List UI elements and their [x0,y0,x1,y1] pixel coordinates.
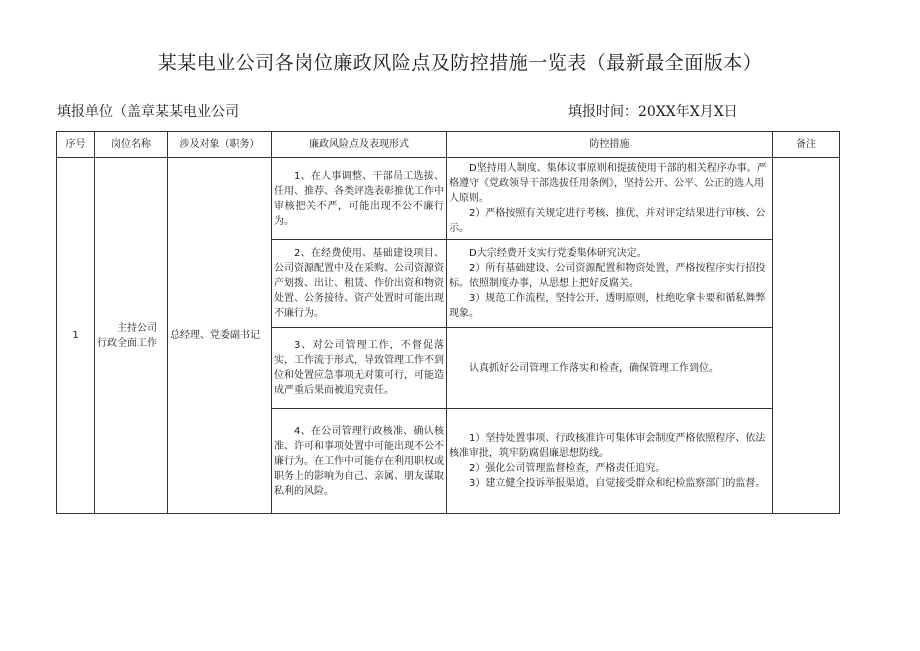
cell-object: 总经理、党委副书记 [168,158,272,514]
risk-text-4: 4、在公司管理行政核准、确认核准、许可和事项处置中可能出现不公不廉行为。在工作中可能存在利用职权或职务上的影响为自己、亲属、朋友谋取私利的风险。 [274,425,444,497]
header-object: 涉及对象（职务） [168,132,272,158]
measure-2-3: 3）规范工作流程，坚持公开、透明原则，杜绝吃拿卡要和循私舞弊现象。 [449,293,766,319]
header-measures: 防控措施 [447,132,773,158]
risk-text-2: 2、在经费使用、基础建设项目、公司资源配置中及在采购、公司资源资产划拨、出让、租赁、作价出资和物资处置、公务接待、资产处置时可能出现不廉行为。 [274,248,444,319]
risk-table [56,131,840,514]
measure-2-2: 2）所有基础建设、公司资源配置和物资处置，严格按程序实行招投标。依照制度办事，从思想上把好反腐关。 [449,263,766,289]
header-remark: 备注 [773,132,840,158]
cell-remark [773,158,840,514]
cell-position [95,158,168,514]
risk-cell-1 [272,158,447,240]
measure-1-2: 2）严格按照有关规定进行考核、推优，并对评定结果进行审核、公示。 [449,208,766,234]
cell-index: 1 [57,158,95,514]
risk-text-1: 1、在人事调整、干部员工选拔、任用、推荐、各类评选表彰推优工作中审核把关不严，可能出现不公不廉行为。 [274,170,444,227]
fill-unit-label: 填报单位（盖章某某电业公司 [57,104,239,120]
measures-cell-2 [447,240,773,328]
measures-cell-3 [447,328,773,409]
risk-cell-3 [272,328,447,409]
measure-4-2: 2）强化公司管理监督检查，严格责任追究。 [469,463,666,474]
header-index: 序号 [57,132,95,158]
risk-cell-2 [272,240,447,328]
page-title: 某某电业公司各岗位廉政风险点及防控措施一览表（最新最全面版本） [157,52,763,74]
header-position: 岗位名称 [95,132,168,158]
position-text: 主持公司行政全面工作 [97,322,157,349]
table-header-row [57,132,840,158]
risk-cell-4 [272,409,447,514]
measure-3-1: 认真抓好公司管理工作落实和检查，确保管理工作到位。 [469,362,719,374]
measure-4-1: 1）坚持处置事项、行政核准许可集体审会制度严格依照程序、依法核准审批，筑牢防腐倡廉思想防线。 [449,433,766,459]
risk-text-3: 3、对公司管理工作，不督促落实，工作流于形式，导致管理工作不到位和处置应急事项无对策可行，可能造成严重后果而被追究责任。 [274,340,444,396]
measures-cell-4 [447,409,773,514]
header-risk: 廉政风险点及表现形式 [272,132,447,158]
fill-date-label: 填报时间：20XX年X月X日 [568,104,738,120]
measure-4-3: 3）建立健全投诉举报渠道，自觉接受群众和纪检监察部门的监督。 [469,478,766,489]
measure-1-1: D坚持用人制度、集体议事原则和提拔使用干部的相关程序办事。严格遵守《党政领导干部选拔任用条例》，坚持公开、公平、公正的选人用人原则。 [449,163,767,204]
measures-cell-1 [447,158,773,240]
measure-2-1: D大宗经费开支实行党委集体研究决定。 [469,248,647,259]
table-row [57,158,840,240]
